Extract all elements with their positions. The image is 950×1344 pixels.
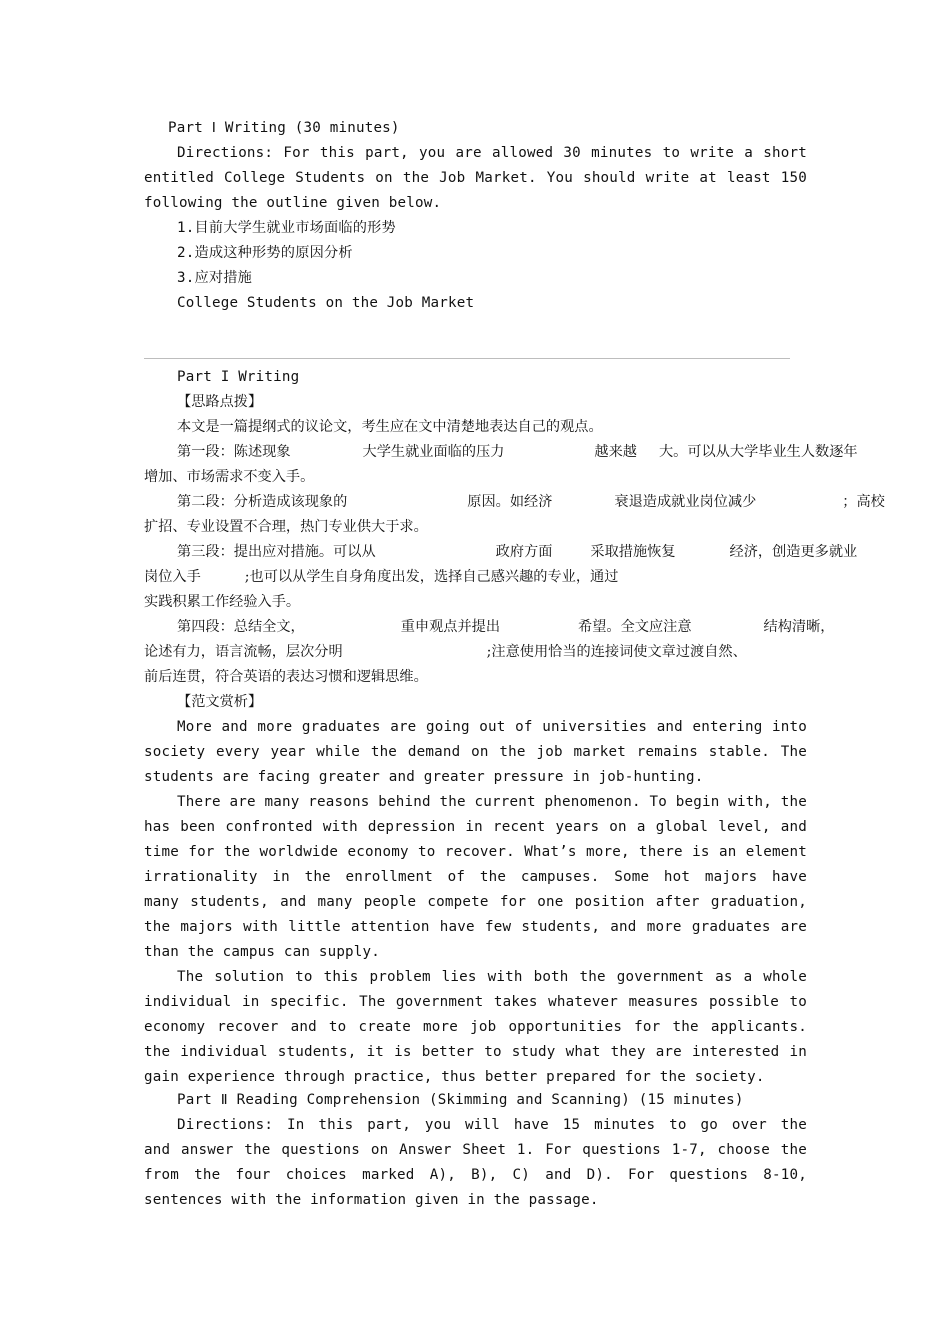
- sub-heading-tips: 【思路点拨】: [177, 394, 263, 410]
- text-span: 希望。全文应注意: [578, 619, 692, 635]
- text-span: 第一段：陈述现象: [177, 444, 291, 460]
- essay-line: many students, and many people compete for one position after graduation,: [144, 894, 807, 910]
- part2-heading: Part Ⅱ Reading Comprehension (Skimming and Scanning) (15 minutes): [177, 1092, 744, 1108]
- essay-line: irrationality in the enrollment of the campuses. Some hot majors have: [144, 869, 807, 885]
- part1-directions-line: Directions: For this part, you are allowed 30 minutes to write a short: [177, 145, 807, 161]
- tips-paragraph-1: [177, 440, 858, 465]
- tips-paragraph-3-cont: 实践积累工作经验入手。: [144, 594, 301, 610]
- tips-paragraph-3-cont: [144, 565, 807, 590]
- essay-line: More and more graduates are going out of universities and entering into: [177, 719, 807, 735]
- text-span: 采取措施恢复: [590, 544, 676, 560]
- text-span: 衰退造成就业岗位减少: [614, 494, 757, 510]
- essay-line: than the campus can supply.: [144, 944, 381, 960]
- section-divider: [144, 358, 790, 359]
- tips-paragraph-4-cont: [144, 640, 807, 665]
- tips-paragraph-4: [177, 615, 835, 640]
- text-span: 越来越: [594, 444, 637, 460]
- text-span: 第二段：分析造成该现象的: [177, 494, 348, 510]
- outline-item: 2.造成这种形势的原因分析: [177, 245, 353, 261]
- essay-line: The solution to this problem lies with both the government as a whole: [177, 969, 807, 985]
- essay-line: gain experience through practice, thus better prepared for the society.: [144, 1069, 765, 1085]
- text-span: 经济，创造更多就业: [729, 544, 858, 560]
- essay-line: society every year while the demand on the job market remains stable. The: [144, 744, 807, 760]
- answer-heading: Part I Writing: [177, 369, 300, 385]
- part1-directions-line: entitled College Students on the Job Market. You should write at least 150: [144, 170, 807, 186]
- essay-line: the majors with little attention have few students, and more graduates are: [144, 919, 807, 935]
- essay-title: College Students on the Job Market: [177, 295, 475, 311]
- text-span: 论述有力，语言流畅，层次分明: [144, 644, 343, 660]
- text-span: ；高校: [842, 494, 885, 510]
- text-span: 大学生就业面临的压力: [362, 444, 505, 460]
- text-span: 结构清晰，: [763, 619, 835, 635]
- part2-directions-line: Directions: In this part, you will have 15 minutes to go over the: [177, 1117, 807, 1133]
- text-span: 大。可以从大学毕业生人数逐年: [658, 444, 858, 460]
- text-span: ;也可以从学生自身角度出发，选择自己感兴趣的专业，通过: [244, 569, 619, 585]
- tips-paragraph-4-cont: 前后连贯，符合英语的表达习惯和逻辑思维。: [144, 669, 428, 685]
- part2-directions-line: sentences with the information given in the passage.: [144, 1192, 599, 1208]
- tips-intro: 本文是一篇提纲式的议论文，考生应在文中清楚地表达自己的观点。: [177, 419, 603, 435]
- essay-line: individual in specific. The government takes whatever measures possible to: [144, 994, 807, 1010]
- part1-directions-line: following the outline given below.: [144, 195, 442, 211]
- part2-directions-line: from the four choices marked A), B), C) and D). For questions 8-10,: [144, 1167, 807, 1183]
- essay-line: There are many reasons behind the current phenomenon. To begin with, the: [177, 794, 807, 810]
- text-span: ;注意使用恰当的连接词使文章过渡自然、: [486, 644, 747, 660]
- part1-heading: Part Ⅰ Writing (30 minutes): [168, 120, 400, 136]
- essay-line: time for the worldwide economy to recover. What’s more, there is an element: [144, 844, 807, 860]
- text-span: 第四段：总结全文，: [177, 619, 305, 635]
- part2-directions-line: and answer the questions on Answer Sheet 1. For questions 1-7, choose the: [144, 1142, 807, 1158]
- tips-paragraph-2: [177, 490, 885, 515]
- text-span: 政府方面: [495, 544, 553, 560]
- essay-line: the individual students, it is better to study what they are interested in: [144, 1044, 807, 1060]
- text-span: 第三段：提出应对措施。可以从: [177, 544, 376, 560]
- text-span: 重申观点并提出: [400, 619, 501, 635]
- outline-item: 3.应对措施: [177, 270, 253, 286]
- tips-paragraph-2-cont: 扩招、专业设置不合理，热门专业供大于求。: [144, 519, 428, 535]
- text-span: 岗位入手: [144, 569, 201, 585]
- outline-item: 1.目前大学生就业市场面临的形势: [177, 220, 396, 236]
- sub-heading-sample: 【范文赏析】: [177, 694, 263, 710]
- tips-paragraph-1-cont: 增加、市场需求不变入手。: [144, 469, 315, 485]
- essay-line: has been confronted with depression in recent years on a global level, and: [144, 819, 807, 835]
- tips-paragraph-3: [177, 540, 858, 565]
- essay-line: economy recover and to create more job opportunities for the applicants.: [144, 1019, 807, 1035]
- text-span: 原因。如经济: [467, 494, 553, 510]
- essay-line: students are facing greater and greater pressure in job-hunting.: [144, 769, 704, 785]
